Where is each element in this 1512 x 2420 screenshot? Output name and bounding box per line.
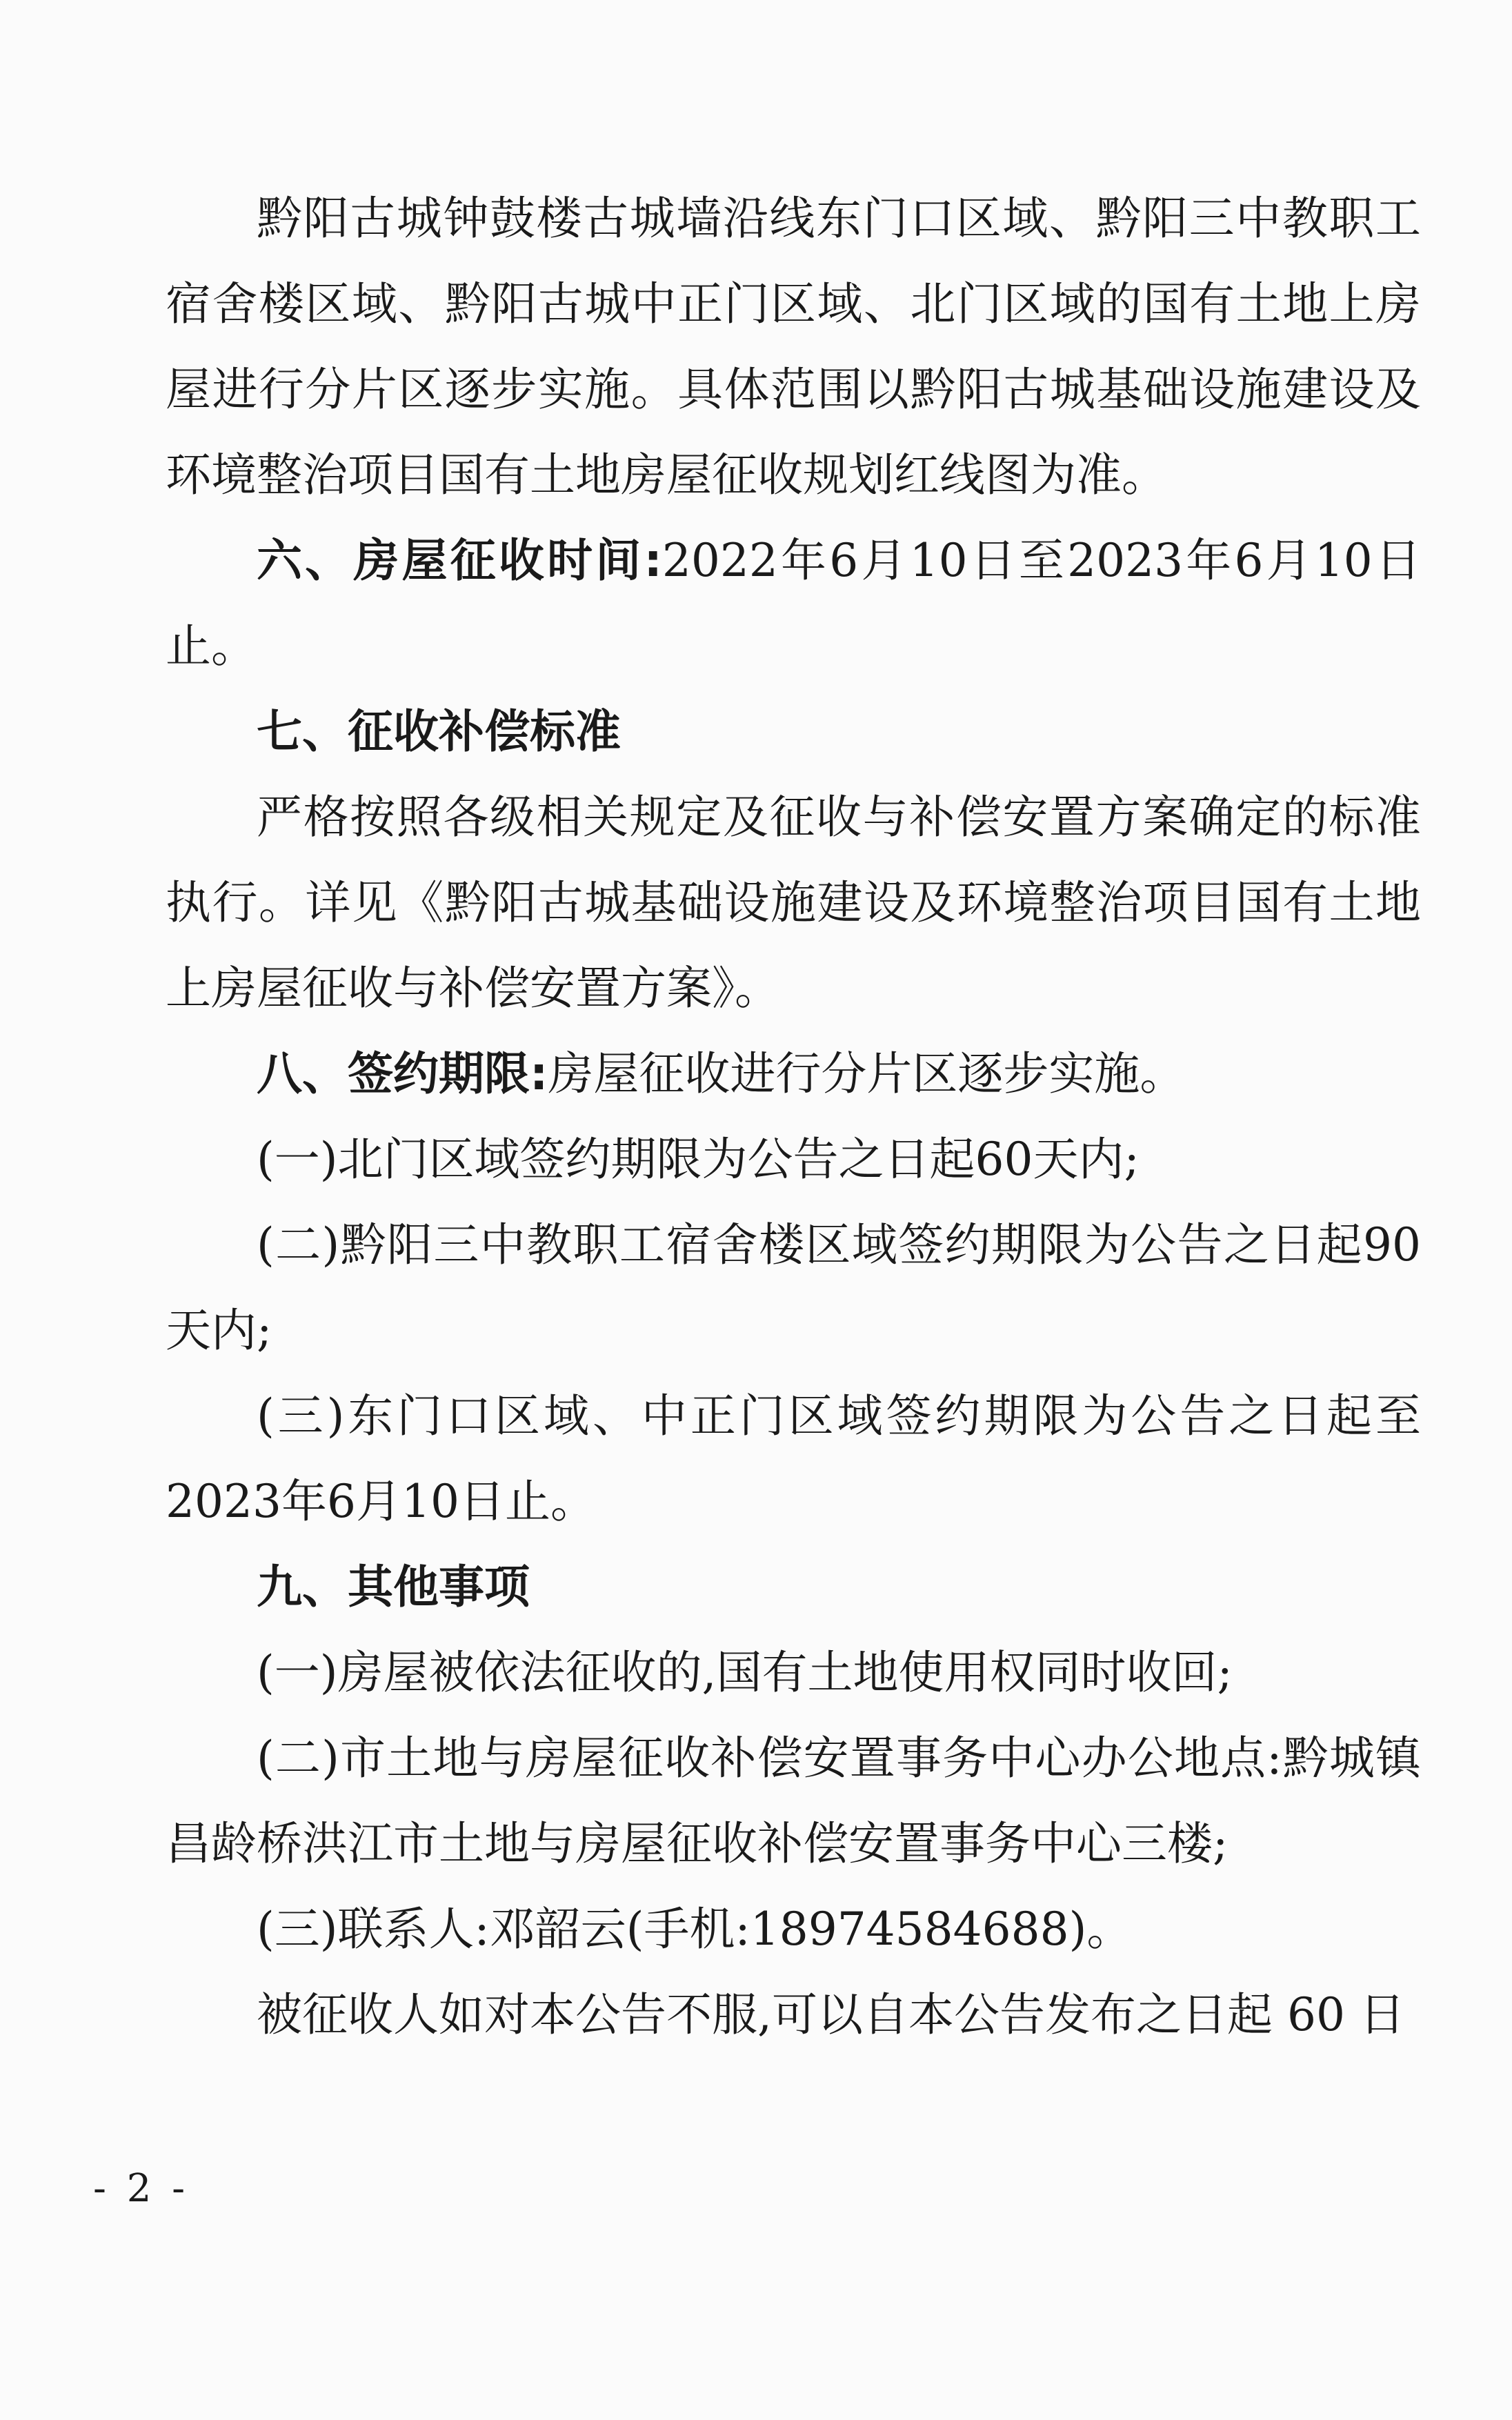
section-6-body: 2022年6月10日至2023年6月10日止。: [166, 534, 1421, 673]
page-number: - 2 -: [93, 2166, 190, 2211]
section-9-item-1: (一)房屋被依法征收的,国有土地使用权同时收回;: [257, 1646, 1233, 1699]
section-8-body: 房屋征收进行分片区逐步实施。: [548, 1047, 1186, 1100]
section-7-body: 严格按照各级相关规定及征收与补偿安置方案确定的标准执行。详见《黔阳古城基础设施建设及环境整治项目国有土地上房屋征收与补偿安置方案》。: [166, 791, 1421, 1015]
scope-paragraph: 黔阳古城钟鼓楼古城墙沿线东门口区域、黔阳三中教职工宿舍楼区域、黔阳古城中正门区域、北门区域的国有土地上房屋进行分片区逐步实施。具体范围以黔阳古城基础设施建设及环境整治项目国有土地房屋征收规划红线图为准。: [166, 192, 1421, 502]
section-8-paragraph: [166, 1031, 1421, 1117]
section-8-item-3: (三)东门口区域、中正门区域签约期限为公告之日起至2023年6月10日止。: [166, 1389, 1421, 1528]
section-9-heading: 九、其他事项: [257, 1560, 530, 1614]
section-8-item-1: (一)北门区域签约期限为公告之日起60天内;: [257, 1133, 1140, 1186]
section-6-heading: 六、房屋征收时间:: [257, 534, 662, 587]
section-6-paragraph: [166, 518, 1421, 689]
section-8-heading: 八、签约期限:: [257, 1047, 548, 1100]
section-9-item-2: (二)市土地与房屋征收补偿安置事务中心办公地点:黔城镇昌龄桥洪江市土地与房屋征收补偿安置事务中心三楼;: [166, 1732, 1421, 1870]
document-body: [166, 176, 1421, 2058]
section-7-heading: 七、征收补偿标准: [257, 705, 621, 758]
section-8-item-2: (二)黔阳三中教职工宿舍楼区域签约期限为公告之日起90天内;: [166, 1218, 1421, 1357]
section-9-item-3: (三)联系人:邓韶云(手机:18974584688)。: [257, 1903, 1133, 1956]
closing-paragraph: 被征收人如对本公告不服,可以自本公告发布之日起 60 日: [257, 1988, 1405, 2041]
